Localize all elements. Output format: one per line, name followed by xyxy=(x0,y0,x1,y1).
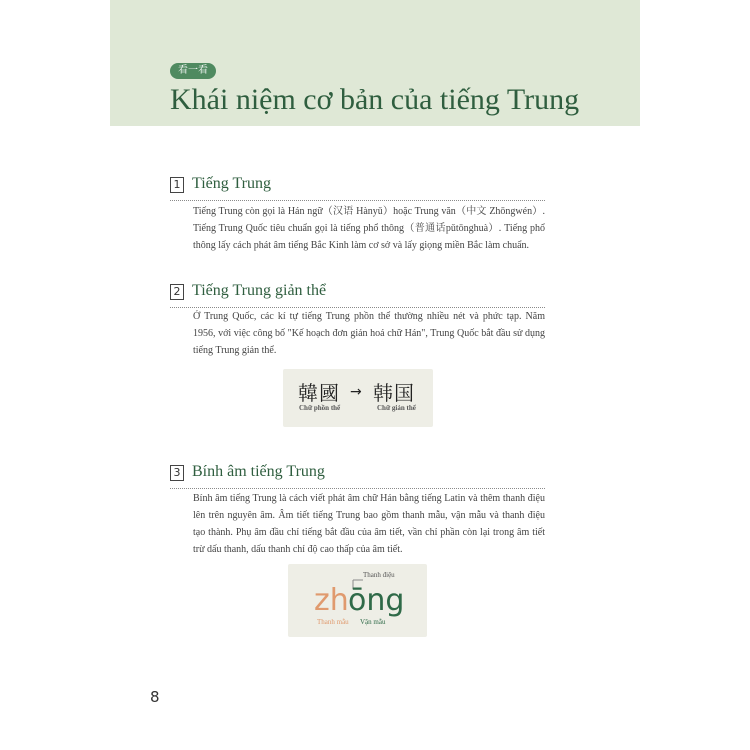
simplified-characters: 韩国 xyxy=(373,381,415,405)
page-title: Khái niệm cơ bản của tiếng Trung xyxy=(170,83,580,116)
simplification-diagram xyxy=(283,369,433,427)
pinyin-initial: zh xyxy=(314,583,349,618)
traditional-caption: Chữ phồn thể xyxy=(299,404,341,412)
section-3-text: Bính âm tiếng Trung là cách viết phát âm chữ Hán bằng tiếng Latin và thêm thanh điệu lên trên nguyên âm. Âm tiết tiếng Trung bao gồm thanh mẫu, vận mẫu và thanh điệu tạo thành. Phụ âm đầu chỉ tiếng bắt đầu của âm tiết, vần chỉ phần còn lại trong âm tiết trừ dấu thanh, dấu thanh chỉ độ cao thấp của âm tiết. xyxy=(193,493,545,555)
section-1-number: 1 xyxy=(170,177,184,193)
page-header xyxy=(110,0,640,126)
section-3-title: Bính âm tiếng Trung xyxy=(192,463,325,480)
simplified-caption: Chữ giản thể xyxy=(377,404,416,412)
section-3-heading xyxy=(170,462,545,489)
arrow-right-icon: → xyxy=(350,384,362,400)
section-3-number: 3 xyxy=(170,465,184,481)
final-label: Vận mẫu xyxy=(360,618,386,626)
section-2-heading xyxy=(170,281,545,308)
section-2-text: Ở Trung Quốc, các kí tự tiếng Trung phồn thể thường nhiều nét và phức tạp. Năm 1956, với việc công bố "Kế hoạch đơn giản hoá chữ Hán", Trung Quốc bắt đầu sử dụng tiếng Trung giản thể. xyxy=(193,311,545,356)
initial-label: Thanh mẫu xyxy=(317,618,349,626)
section-1-title: Tiếng Trung xyxy=(192,175,272,192)
section-1-heading xyxy=(170,174,545,201)
pinyin-diagram xyxy=(288,564,427,637)
section-2-title: Tiếng Trung giản thể xyxy=(192,282,327,299)
pinyin-final: ōng xyxy=(348,583,405,618)
look-badge: 看一看 xyxy=(170,63,216,79)
section-2-number: 2 xyxy=(170,284,184,300)
section-1-text: Tiếng Trung còn gọi là Hán ngữ（汉语 Hànyǔ）hoặc Trung văn（中文 Zhōngwén）. Tiếng Trung Quốc tiêu chuẩn gọi là tiếng phổ thông（普通话pǔtōnghuà）. Tiếng phổ thông lấy cách phát âm tiếng Bắc Kinh làm cơ sở và lấy giọng miền Bắc làm chuẩn. xyxy=(193,206,545,251)
page-number: 8 xyxy=(150,688,160,706)
traditional-characters: 韓國 xyxy=(298,381,340,405)
book-page xyxy=(110,0,640,750)
tone-label: Thanh điệu xyxy=(363,571,395,579)
